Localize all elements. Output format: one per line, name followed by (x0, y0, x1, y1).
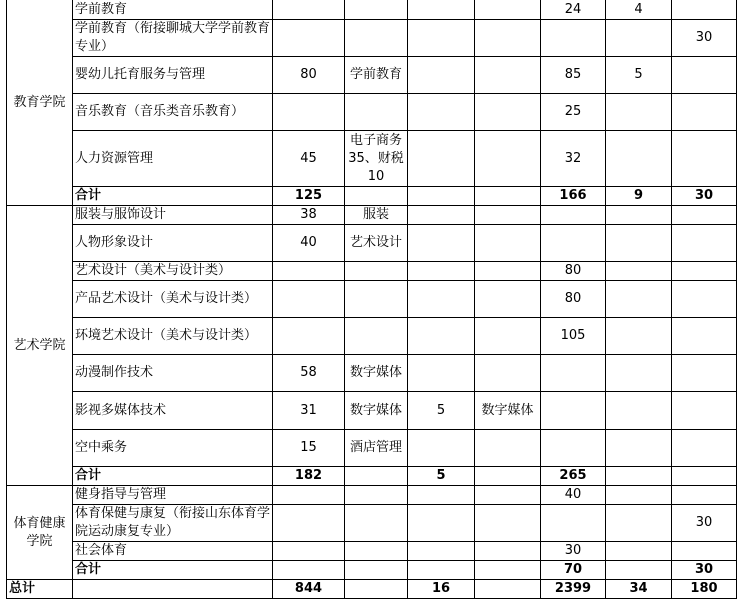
table-row (7, 262, 737, 281)
subtotal-row (7, 467, 737, 486)
count-cell (672, 355, 737, 392)
count-cell (541, 430, 606, 467)
count-cell (672, 206, 737, 225)
table-row (7, 318, 737, 355)
empty-cell (475, 187, 541, 206)
major-name: 环境艺术设计（美术与设计类） (73, 318, 273, 355)
category-cell: 电子商务35、财税10 (345, 131, 408, 187)
category-cell (345, 486, 408, 505)
count-cell (672, 225, 737, 262)
count-cell (408, 505, 475, 542)
count-cell: 30 (541, 542, 606, 561)
count-cell: 32 (541, 131, 606, 187)
grand-total-value: 844 (273, 580, 345, 599)
count-cell (672, 131, 737, 187)
count-cell (408, 262, 475, 281)
major-name: 体育保健与康复（衔接山东体育学院运动康复专业） (73, 505, 273, 542)
category-cell: 服装 (345, 206, 408, 225)
count-cell: 80 (541, 281, 606, 318)
category-cell: 酒店管理 (345, 430, 408, 467)
count-cell (606, 281, 672, 318)
count-cell (672, 430, 737, 467)
category-cell (345, 542, 408, 561)
grand-total-value: 16 (408, 580, 475, 599)
table-row (7, 281, 737, 318)
count-cell (672, 542, 737, 561)
subtotal-row (7, 561, 737, 580)
count-cell: 5 (606, 57, 672, 94)
category-cell (475, 355, 541, 392)
count-cell (541, 392, 606, 430)
empty-cell (345, 187, 408, 206)
count-cell: 40 (273, 225, 345, 262)
major-name: 艺术设计（美术与设计类） (73, 262, 273, 281)
subtotal-value (408, 187, 475, 206)
table-row (7, 486, 737, 505)
category-cell (345, 20, 408, 57)
category-cell (475, 225, 541, 262)
subtotal-value: 70 (541, 561, 606, 580)
category-cell (345, 281, 408, 318)
count-cell (273, 94, 345, 131)
count-cell (273, 505, 345, 542)
subtotal-value: 265 (541, 467, 606, 486)
grand-total-value: 2399 (541, 580, 606, 599)
empty-cell (73, 580, 273, 599)
major-name: 人物形象设计 (73, 225, 273, 262)
table-row (7, 94, 737, 131)
empty-cell (345, 561, 408, 580)
count-cell (273, 318, 345, 355)
subtotal-row (7, 187, 737, 206)
count-cell (606, 542, 672, 561)
count-cell (606, 355, 672, 392)
count-cell (606, 486, 672, 505)
major-name: 社会体育 (73, 542, 273, 561)
grand-total-row (7, 580, 737, 599)
category-cell: 数字媒体 (345, 392, 408, 430)
count-cell: 58 (273, 355, 345, 392)
count-cell (541, 206, 606, 225)
enrollment-plan-table (6, 0, 737, 599)
category-cell (475, 94, 541, 131)
subtotal-value: 125 (273, 187, 345, 206)
subtotal-value: 166 (541, 187, 606, 206)
count-cell: 80 (273, 57, 345, 94)
category-cell (475, 57, 541, 94)
table-row (7, 206, 737, 225)
count-cell (606, 262, 672, 281)
subtotal-value: 5 (408, 467, 475, 486)
count-cell: 80 (541, 262, 606, 281)
table-row (7, 0, 737, 20)
category-cell (475, 262, 541, 281)
count-cell: 30 (672, 20, 737, 57)
count-cell (606, 206, 672, 225)
count-cell (541, 355, 606, 392)
subtotal-value (606, 467, 672, 486)
table-row (7, 225, 737, 262)
category-cell (475, 281, 541, 318)
count-cell (541, 505, 606, 542)
major-name: 音乐教育（音乐类音乐教育） (73, 94, 273, 131)
count-cell (672, 486, 737, 505)
count-cell (273, 542, 345, 561)
count-cell (606, 131, 672, 187)
subtotal-label: 合计 (73, 467, 273, 486)
count-cell (273, 20, 345, 57)
count-cell (408, 318, 475, 355)
count-cell: 105 (541, 318, 606, 355)
college-cell: 艺术学院 (7, 206, 73, 486)
count-cell (408, 486, 475, 505)
empty-cell (345, 467, 408, 486)
major-name: 动漫制作技术 (73, 355, 273, 392)
category-cell (345, 262, 408, 281)
count-cell (672, 94, 737, 131)
count-cell (408, 355, 475, 392)
category-cell (475, 430, 541, 467)
subtotal-value: 30 (672, 561, 737, 580)
major-name: 婴幼儿托育服务与管理 (73, 57, 273, 94)
empty-cell (475, 467, 541, 486)
count-cell (408, 281, 475, 318)
count-cell (606, 505, 672, 542)
count-cell (273, 281, 345, 318)
college-cell: 体育健康学院 (7, 486, 73, 580)
subtotal-value: 9 (606, 187, 672, 206)
empty-cell (475, 561, 541, 580)
table-row (7, 542, 737, 561)
category-cell (475, 318, 541, 355)
subtotal-value: 30 (672, 187, 737, 206)
count-cell (273, 262, 345, 281)
count-cell (606, 94, 672, 131)
subtotal-value (408, 561, 475, 580)
count-cell (606, 318, 672, 355)
table-row (7, 505, 737, 542)
count-cell (672, 0, 737, 20)
count-cell: 31 (273, 392, 345, 430)
college-cell: 教育学院 (7, 0, 73, 206)
grand-total-value: 34 (606, 580, 672, 599)
count-cell: 85 (541, 57, 606, 94)
count-cell (672, 392, 737, 430)
count-cell (408, 94, 475, 131)
count-cell (408, 225, 475, 262)
count-cell (408, 0, 475, 20)
count-cell (672, 262, 737, 281)
category-cell (345, 0, 408, 20)
count-cell (408, 542, 475, 561)
count-cell: 25 (541, 94, 606, 131)
category-cell (345, 318, 408, 355)
count-cell: 38 (273, 206, 345, 225)
category-cell (475, 20, 541, 57)
major-name: 影视多媒体技术 (73, 392, 273, 430)
category-cell: 数字媒体 (345, 355, 408, 392)
count-cell (672, 281, 737, 318)
category-cell (475, 131, 541, 187)
category-cell (475, 206, 541, 225)
count-cell (672, 318, 737, 355)
subtotal-value (273, 561, 345, 580)
subtotal-label: 合计 (73, 187, 273, 206)
category-cell: 学前教育 (345, 57, 408, 94)
count-cell: 40 (541, 486, 606, 505)
major-name: 服装与服饰设计 (73, 206, 273, 225)
subtotal-value (672, 467, 737, 486)
grand-total-value: 180 (672, 580, 737, 599)
category-cell (345, 505, 408, 542)
subtotal-label: 合计 (73, 561, 273, 580)
count-cell (273, 486, 345, 505)
count-cell (606, 430, 672, 467)
count-cell (408, 206, 475, 225)
category-cell: 数字媒体 (475, 392, 541, 430)
table-row (7, 430, 737, 467)
category-cell (475, 505, 541, 542)
subtotal-value (606, 561, 672, 580)
table-row (7, 355, 737, 392)
category-cell (475, 0, 541, 20)
table-row (7, 392, 737, 430)
empty-cell (345, 580, 408, 599)
category-cell: 艺术设计 (345, 225, 408, 262)
count-cell (273, 0, 345, 20)
major-name: 产品艺术设计（美术与设计类） (73, 281, 273, 318)
count-cell (408, 430, 475, 467)
count-cell (541, 225, 606, 262)
count-cell (408, 20, 475, 57)
major-name: 人力资源管理 (73, 131, 273, 187)
count-cell (606, 20, 672, 57)
count-cell: 5 (408, 392, 475, 430)
count-cell: 45 (273, 131, 345, 187)
count-cell: 4 (606, 0, 672, 20)
count-cell (408, 57, 475, 94)
count-cell: 24 (541, 0, 606, 20)
count-cell (606, 225, 672, 262)
count-cell: 30 (672, 505, 737, 542)
category-cell (475, 542, 541, 561)
category-cell (345, 94, 408, 131)
table-row (7, 131, 737, 187)
empty-cell (475, 580, 541, 599)
count-cell (606, 392, 672, 430)
major-name: 学前教育（衔接聊城大学学前教育专业） (73, 20, 273, 57)
grand-total-label: 总计 (7, 580, 73, 599)
count-cell (541, 20, 606, 57)
count-cell: 15 (273, 430, 345, 467)
count-cell (408, 131, 475, 187)
count-cell (672, 57, 737, 94)
table-row (7, 20, 737, 57)
subtotal-value: 182 (273, 467, 345, 486)
major-name: 学前教育 (73, 0, 273, 20)
major-name: 空中乘务 (73, 430, 273, 467)
category-cell (475, 486, 541, 505)
table-row (7, 57, 737, 94)
major-name: 健身指导与管理 (73, 486, 273, 505)
